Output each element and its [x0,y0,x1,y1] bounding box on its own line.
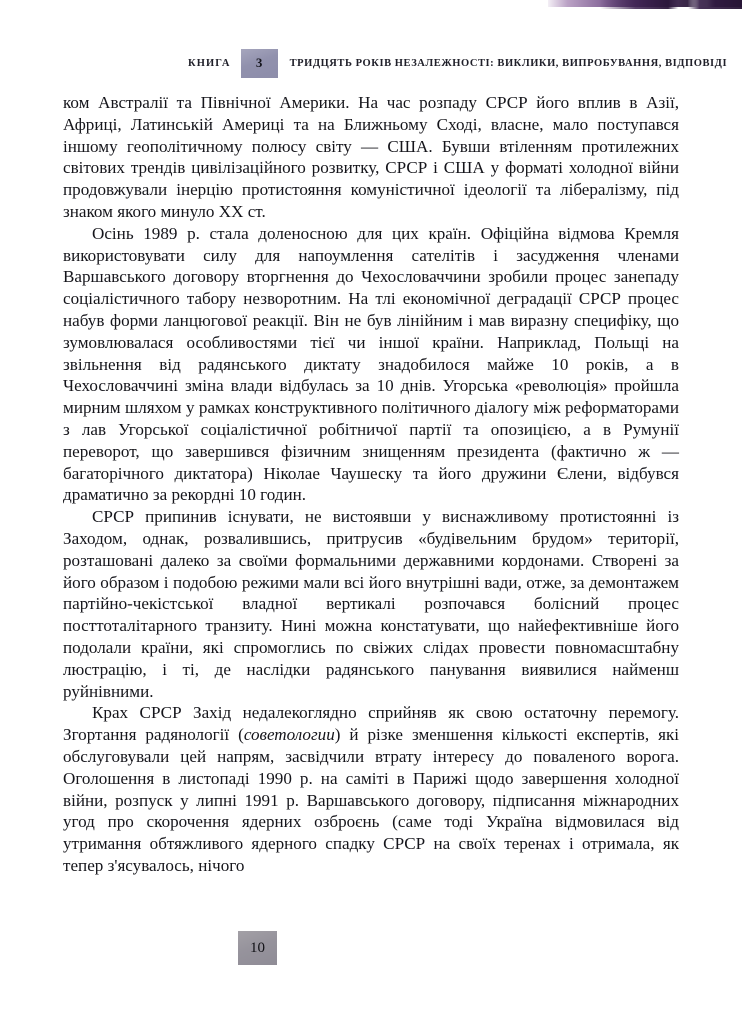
running-head-book-number-box [241,49,278,78]
running-head-title: ТРИДЦЯТЬ РОКІВ НЕЗАЛЕЖНОСТІ: ВИКЛИКИ, ВИПРОБУВАННЯ, ВІДПОВІДІ [289,57,728,69]
paragraph: Крах СРСР Захід недалекоглядно сприйняв як свою остаточну перемогу. Згортання радянології (советологии) й різке зменшення кількості експертів, які обслуговували цей напрям, засвідчили втрату інтересу до поваленого ворога. Оголошення в листопаді 1990 р. на саміті в Парижі щодо завершення холодної війни, розпуск у липні 1991 р. Варшавського договору, підписання міжнародних угод про скорочення ядерних озброєнь (саме тоді Україна відмовилася від утримання обтяжливого ядерного спадку СРСР на своїх теренах і отримала, як тепер з'ясувалось, нічого [63,703,680,875]
top-decorative-band-overlay [600,0,742,9]
page-number: 10 [250,939,265,956]
paragraph: ком Австралії та Північної Америки. На час розпаду СРСР його вплив в Азії, Африці, Латинській Америці та на Ближньому Сході, власне, мало поступався іншому геополітичному полюсу світу — США. Бувши втіленням протилежних світових трендів цивілізаційного розвитку, СРСР і США у форматі холодної війни продовжували інерцію протистояння комуністичної ідеології та лібералізму, під знаком якого минуло ХХ ст. [63,93,679,221]
running-head-book-label: КНИГА [188,57,231,69]
running-head-book-number: 3 [255,55,263,70]
paragraph: Осінь 1989 р. стала доленосною для цих країн. Офіційна відмова Кремля використовувати силу для напоумлення сателітів і засудження членами Варшавського договору вторгнення до Чехословаччини зробили процес занепаду соціалістичного табору незворотним. На тлі економічної деградації СРСР процес набув форми ланцюгової реакції. Він не був лінійним і мав виразну специфіку, що зумовлювалася особливостями тієї чи іншої країни. Наприклад, Польщі на звільнення від радянського диктату знадобилося майже 10 років, а в Чехословаччині зміна влади відбулась за 10 днів. Угорська «революція» пройшла мирним шляхом у рамках конструктивного політичного діалогу між реформаторами з лав Угорської соціалістичної робітничої партії та опозицією, а в Румунії переворот, що завершився фізичним знищенням президента (фактично ж — багаторічного диктатора) Ніколае Чаушеску та його дружини Єлени, відбувся драматично за рекордні 10 годин. [63,223,679,505]
paragraph: СРСР припинив існувати, не вистоявши у виснажливому протистоянні із Заходом, однак, розвалившись, притрусив «будівельним брудом» території, розташовані далеко за своїми формальними державними кордонами. Створені за його образом і подобою режими мали всі його внутрішні вади, отже, за демонтажем партійно-чекістської владної вертикалі розпочався болісний процес посттоталітарного транзиту. Нині можна констатувати, що найефективніше його подолали країни, які спромоглись по свіжих слідах провести повномасштабну люстрацію, і ті, де наслідки радянського панування виявилися найменш руйнівними. [63,507,679,701]
running-head [0,48,742,78]
body-text-column [63,92,679,877]
page-folio [238,931,277,965]
